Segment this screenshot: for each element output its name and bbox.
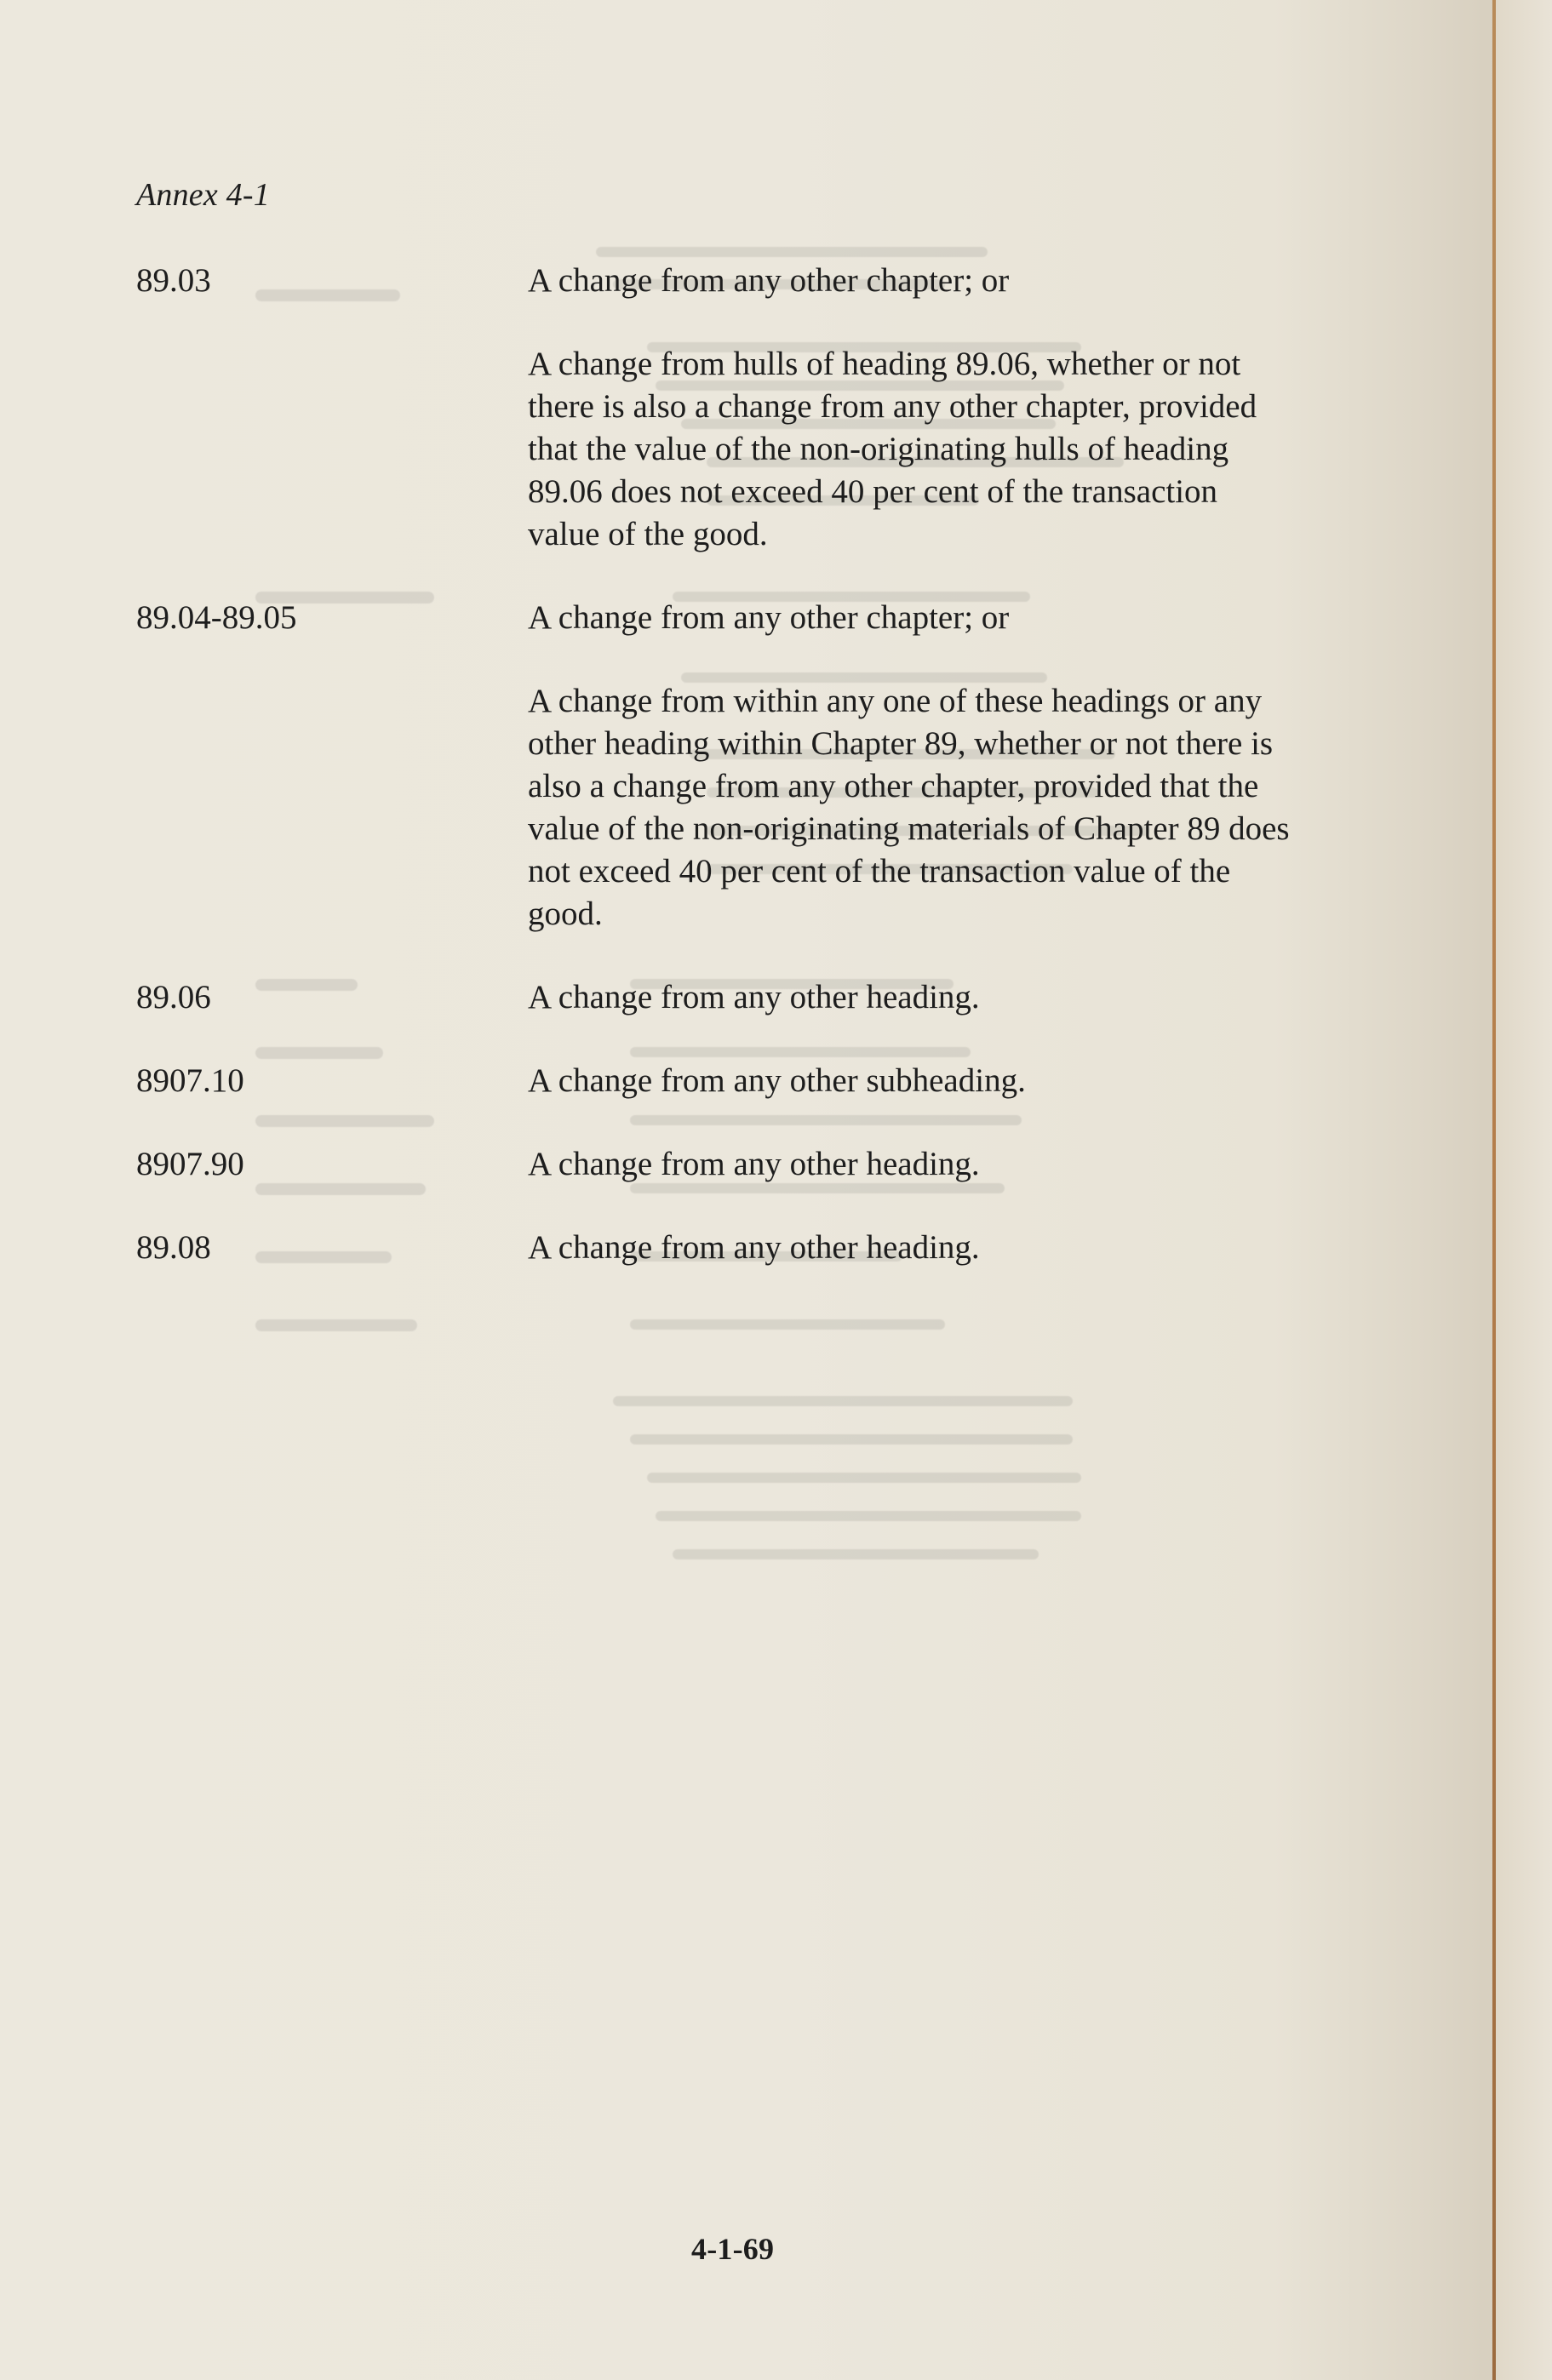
rule-paragraph: A change from any other chapter; or [528,599,1010,636]
rule-description [528,1060,1294,1102]
tariff-code: 8907.10 [136,1062,244,1099]
tariff-code: 89.03 [136,262,211,299]
rule-row-89-03 [136,260,1345,556]
rule-row-89-04-89-05 [136,597,1345,935]
rule-paragraph: A change from any other subheading. [528,1062,1026,1099]
tariff-code: 89.08 [136,1229,211,1266]
rule-paragraph: A change from any other heading. [528,1146,980,1182]
rule-paragraph: A change from hulls of heading 89.06, whether or not there is also a change from any other chapter, provided that the value of the non-originating hulls of heading 89.06 does not exceed 40 per cent of the transaction value of the good. [528,346,1257,552]
tariff-code: 8907.90 [136,1146,244,1182]
rule-description [528,976,1294,1019]
tariff-code: 89.04-89.05 [136,599,297,636]
page-shadow [1496,0,1552,2380]
rule-paragraph: A change from any other chapter; or [528,262,1010,299]
rule-description [528,260,1294,556]
rule-description [528,1227,1294,1269]
rule-description [528,1143,1294,1186]
rules-table [136,260,1345,1269]
rule-row-8907-90 [136,1143,1345,1186]
rule-paragraph: A change from within any one of these headings or any other heading within Chapter 89, whether or not there is also a change from any other chapter, provided that the value of the non-originating materials of Chapter 89 does not exceed 40 per cent of the transaction value of the good. [528,683,1290,932]
rule-description [528,597,1294,935]
tariff-code: 89.06 [136,979,211,1016]
rule-row-8907-10 [136,1060,1345,1102]
page-number: 4-1-69 [691,2232,775,2266]
rule-paragraph: A change from any other heading. [528,979,980,1016]
rule-row-89-08 [136,1227,1345,1269]
rule-paragraph: A change from any other heading. [528,1229,980,1266]
running-header: Annex 4-1 [136,177,270,213]
rule-row-89-06 [136,976,1345,1019]
